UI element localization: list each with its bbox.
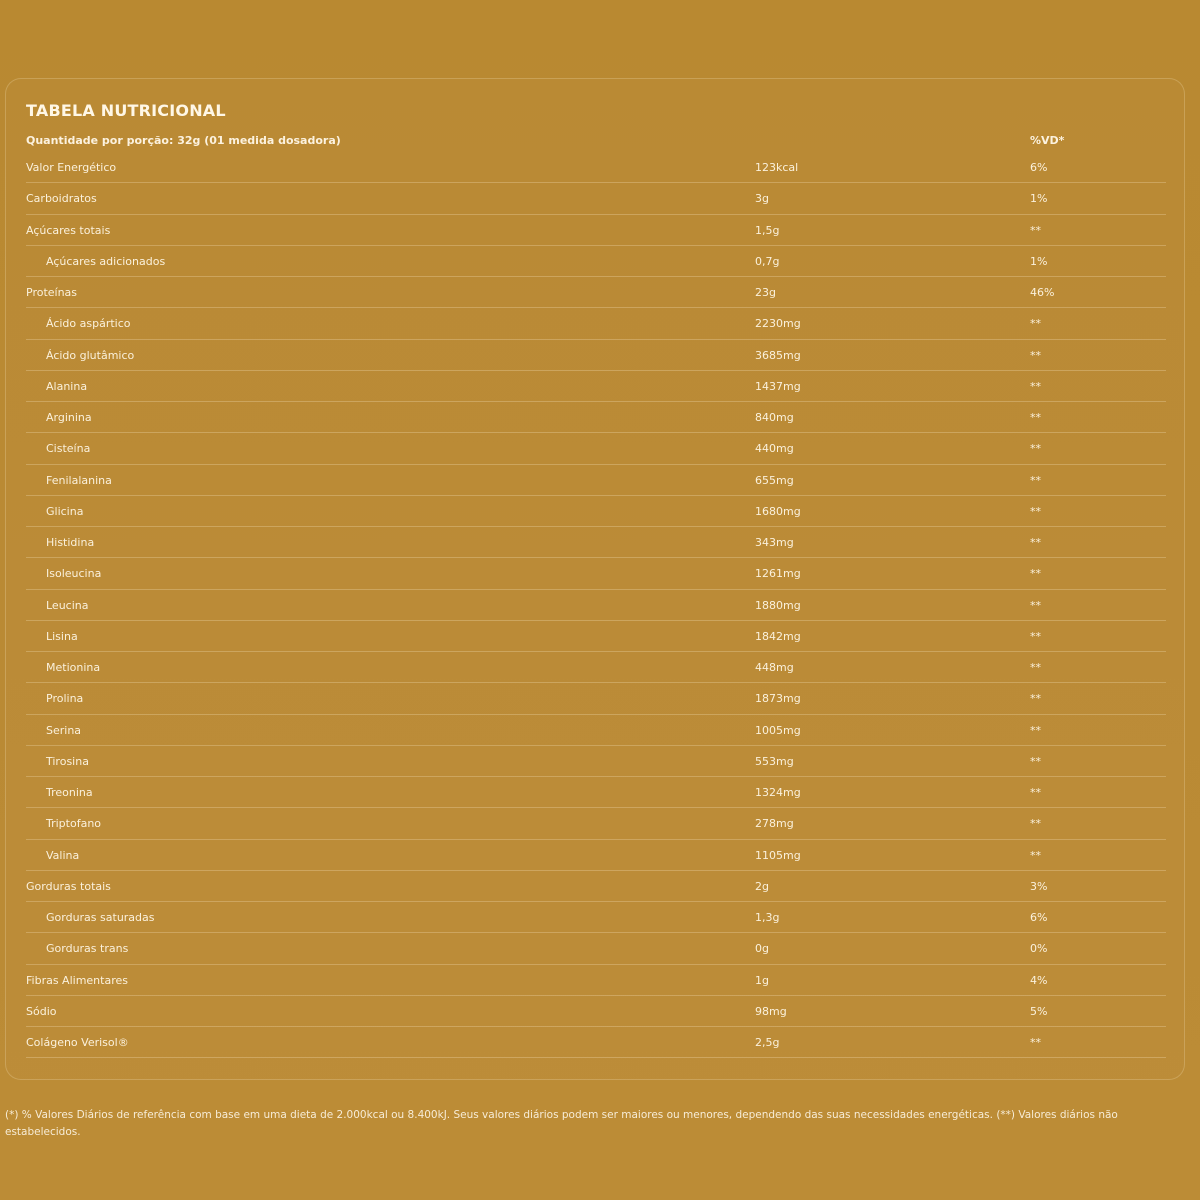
table-row [26, 777, 1166, 808]
nutrient-vd: ** [1030, 786, 1041, 799]
nutrient-name: Fenilalanina [46, 473, 112, 487]
nutrient-amount: 1261mg [755, 567, 801, 581]
table-row [26, 996, 1166, 1027]
nutrient-vd: 6% [1030, 911, 1048, 924]
nutrient-amount: 2230mg [755, 317, 801, 331]
table-row [26, 215, 1166, 246]
nutrient-amount: 2,5g [755, 1036, 780, 1049]
nutrient-amount: 1842mg [755, 629, 801, 643]
nutrient-vd: ** [1030, 348, 1041, 362]
nutrient-amount: 343mg [755, 536, 794, 549]
nutrient-name: Ácido glutâmico [46, 348, 135, 362]
table-row [26, 590, 1166, 621]
table-row [26, 402, 1166, 433]
nutrient-vd: 1% [1030, 254, 1048, 268]
nutrition-rows [26, 152, 1166, 1058]
nutrient-amount: 2g [755, 879, 769, 893]
vd-header: %VD* [1030, 134, 1065, 147]
nutrient-name: Gorduras trans [46, 942, 129, 956]
nutrient-amount: 1,3g [755, 911, 780, 924]
nutrient-vd: 1% [1030, 192, 1048, 206]
nutrient-amount: 1,5g [755, 223, 780, 237]
nutrient-amount: 1873mg [755, 692, 801, 706]
nutrient-name: Histidina [46, 536, 95, 549]
nutrient-amount: 1437mg [755, 379, 801, 393]
table-row [26, 371, 1166, 402]
nutrient-vd: ** [1030, 411, 1041, 424]
nutrient-vd: ** [1030, 817, 1041, 831]
table-title: TABELA NUTRICIONAL [26, 101, 226, 120]
nutrient-name: Prolina [46, 692, 84, 706]
nutrient-vd: ** [1030, 317, 1041, 331]
table-row [26, 340, 1166, 371]
nutrient-name: Tirosina [46, 754, 89, 768]
nutrient-amount: 23g [755, 286, 776, 299]
nutrient-vd: 46% [1030, 286, 1055, 299]
nutrient-name: Açúcares totais [26, 223, 111, 237]
table-row [26, 527, 1166, 558]
nutrient-vd: ** [1030, 754, 1041, 768]
table-row [26, 433, 1166, 464]
nutrient-vd: ** [1030, 848, 1041, 862]
nutrient-vd: 3% [1030, 879, 1048, 893]
nutrient-name: Carboidratos [26, 192, 97, 206]
nutrient-amount: 0g [755, 942, 769, 956]
nutrient-vd: 4% [1030, 973, 1048, 987]
table-row [26, 715, 1166, 746]
nutrient-name: Fibras Alimentares [26, 973, 128, 987]
table-row [26, 871, 1166, 902]
nutrient-vd: ** [1030, 504, 1041, 518]
table-row [26, 465, 1166, 496]
nutrient-vd: ** [1030, 598, 1041, 612]
nutrient-vd: ** [1030, 536, 1041, 549]
table-row [26, 808, 1166, 839]
nutrient-name: Lisina [46, 629, 78, 643]
nutrient-amount: 440mg [755, 442, 794, 456]
nutrient-amount: 98mg [755, 1004, 787, 1018]
nutrient-amount: 3685mg [755, 348, 801, 362]
nutrient-amount: 1005mg [755, 723, 801, 737]
footnote: (*) % Valores Diários de referência com base em uma dieta de 2.000kcal ou 8.400kJ. Seus valores diários podem ser maiores ou menores, dependendo das suas necessidades energéticas. (**) Valores diários não estabelecidos. [5, 1109, 1118, 1138]
nutrient-name: Triptofano [46, 817, 102, 831]
nutrient-amount: 1105mg [755, 848, 801, 862]
nutrient-vd: ** [1030, 223, 1041, 237]
nutrient-vd: ** [1030, 629, 1041, 643]
nutrient-amount: 448mg [755, 661, 794, 674]
nutrient-name: Ácido aspártico [46, 317, 131, 331]
nutrient-amount: 1880mg [755, 598, 801, 612]
nutrient-name: Serina [46, 723, 82, 737]
table-row [26, 683, 1166, 714]
nutrient-vd: ** [1030, 379, 1041, 393]
nutrient-vd: ** [1030, 1036, 1041, 1049]
table-row [26, 746, 1166, 777]
table-row [26, 152, 1166, 183]
nutrient-name: Valina [46, 848, 80, 862]
table-row [26, 496, 1166, 527]
table-row [26, 246, 1166, 277]
table-row [26, 933, 1166, 964]
nutrient-vd: ** [1030, 661, 1041, 674]
table-row [26, 621, 1166, 652]
nutrient-amount: 1680mg [755, 504, 801, 518]
nutrient-vd: 5% [1030, 1004, 1048, 1018]
nutrient-name: Isoleucina [46, 567, 102, 581]
nutrient-amount: 1324mg [755, 786, 801, 799]
nutrient-vd: ** [1030, 567, 1041, 581]
nutrient-name: Leucina [46, 598, 89, 612]
nutrient-amount: 123kcal [755, 161, 799, 174]
table-row [26, 965, 1166, 996]
nutrient-name: Glicina [46, 504, 84, 518]
nutrient-vd: ** [1030, 723, 1041, 737]
nutrient-amount: 3g [755, 192, 769, 206]
nutrient-vd: ** [1030, 442, 1041, 456]
table-row [26, 277, 1166, 308]
nutrient-name: Proteínas [26, 286, 78, 299]
table-row [26, 558, 1166, 589]
nutrient-amount: 553mg [755, 754, 794, 768]
table-row [26, 308, 1166, 339]
nutrient-name: Gorduras saturadas [46, 911, 155, 924]
nutrient-name: Alanina [46, 379, 88, 393]
nutrient-name: Gorduras totais [26, 879, 111, 893]
nutrient-amount: 1g [755, 973, 769, 987]
table-row [26, 840, 1166, 871]
nutrient-amount: 0,7g [755, 254, 780, 268]
table-row [26, 183, 1166, 214]
nutrient-vd: 6% [1030, 161, 1048, 174]
table-row [26, 902, 1166, 933]
nutrient-amount: 840mg [755, 411, 794, 424]
nutrient-name: Sódio [26, 1004, 57, 1018]
nutrient-name: Metionina [46, 661, 101, 674]
table-header [26, 134, 1166, 152]
nutrient-vd: ** [1030, 692, 1041, 706]
nutrient-name: Arginina [46, 411, 92, 424]
nutrient-amount: 655mg [755, 473, 794, 487]
nutrient-name: Valor Energético [26, 161, 117, 174]
nutrient-name: Treonina [46, 786, 93, 799]
table-row [26, 1027, 1166, 1058]
table-row [26, 652, 1166, 683]
nutrient-name: Cisteína [46, 442, 91, 456]
nutrient-amount: 278mg [755, 817, 794, 831]
nutrient-name: Colágeno Verisol® [26, 1036, 129, 1049]
nutrient-name: Açúcares adicionados [46, 254, 166, 268]
portion-label: Quantidade por porção: 32g (01 medida dosadora) [26, 134, 341, 147]
nutrient-vd: ** [1030, 473, 1041, 487]
nutrient-vd: 0% [1030, 942, 1048, 956]
